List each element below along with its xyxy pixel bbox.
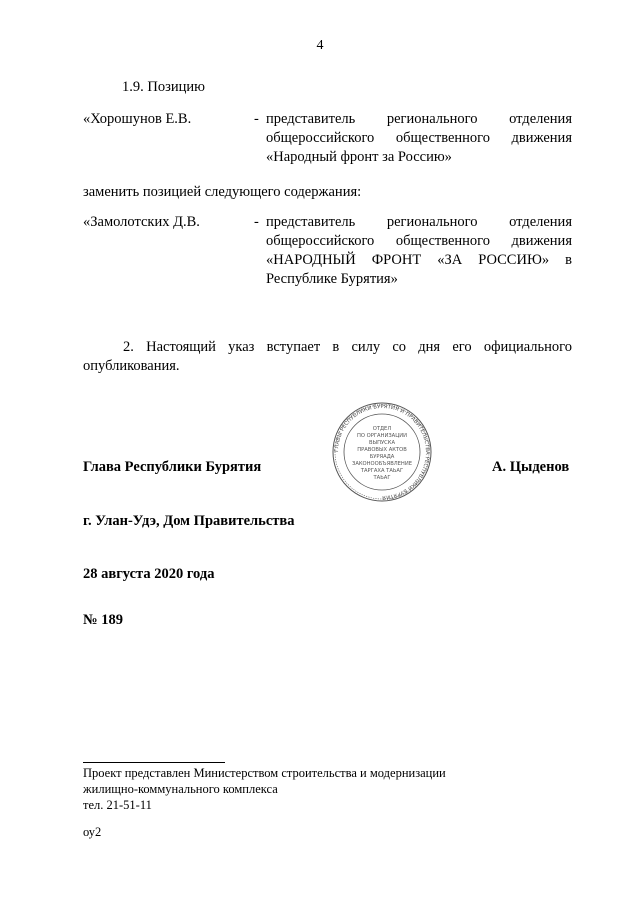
seal-line-2: ПО ОРГАНИЗАЦИИ: [356, 433, 408, 439]
seal-line-7: ТАРГАХА ТАЬАГ: [360, 468, 404, 474]
seal-ring-text: ГЛАВЫ РЕСПУБЛИКИ БУРЯТИЯ И ПРАВИТЕЛЬСТВА РЕСПУБЛИКИ БУРЯТИЯ: [333, 403, 431, 501]
seal-line-8: ТАЬАГ: [373, 475, 391, 481]
footnote: [83, 765, 503, 813]
seal-line-1: ОТДЕЛ: [372, 426, 392, 432]
page-number: 4: [316, 38, 324, 53]
date-line: 28 августа 2020 года: [83, 566, 215, 582]
replace-text: заменить позицией следующего содержания:: [83, 184, 362, 200]
seal-line-6: ЗАКОНООБЪЯВЛЕНИЕ: [352, 461, 412, 467]
footnote-phone: тел. 21-51-11: [83, 798, 152, 812]
new-entry: [83, 213, 573, 293]
document-code: оу2: [83, 825, 102, 839]
signer-title: Глава Республики Бурятия: [83, 459, 262, 475]
official-seal: [322, 402, 442, 502]
old-entry-description: представитель регионального отделения общероссийского общественного движения «Народный фронт за Россию»: [266, 111, 572, 165]
footnote-line-1: Проект представлен Министерством строительства и модернизации: [83, 766, 446, 780]
new-entry-description: представитель регионального отделения общероссийского общественного движения «НАРОДНЫЙ ФРОНТ «ЗА РОССИЮ» в Республике Бурятия»: [266, 214, 572, 287]
seal-line-4: ПРАВОВЫХ АКТОВ: [357, 447, 407, 453]
old-entry-dash: -: [254, 111, 259, 127]
paragraph-2: 2. Настоящий указ вступает в силу со дня его официального опубликования.: [83, 339, 572, 374]
signer-name: А. Цыденов: [492, 459, 570, 475]
old-entry: [83, 110, 573, 170]
item-heading: 1.9. Позицию: [122, 79, 205, 95]
footnote-line-2: жилищно-коммунального комплекса: [83, 782, 278, 796]
new-entry-dash: -: [254, 214, 259, 230]
decree-number: № 189: [83, 612, 123, 628]
seal-icon: [322, 402, 442, 502]
old-entry-name: «Хорошунов Е.В.: [83, 111, 192, 127]
footnote-divider: [83, 762, 225, 763]
place-line: г. Улан-Удэ, Дом Правительства: [83, 513, 295, 529]
seal-line-3: ВЫПУСКА: [368, 440, 396, 446]
seal-line-5: БУРЯАДА: [369, 454, 395, 460]
new-entry-name: «Замолотских Д.В.: [83, 214, 200, 230]
